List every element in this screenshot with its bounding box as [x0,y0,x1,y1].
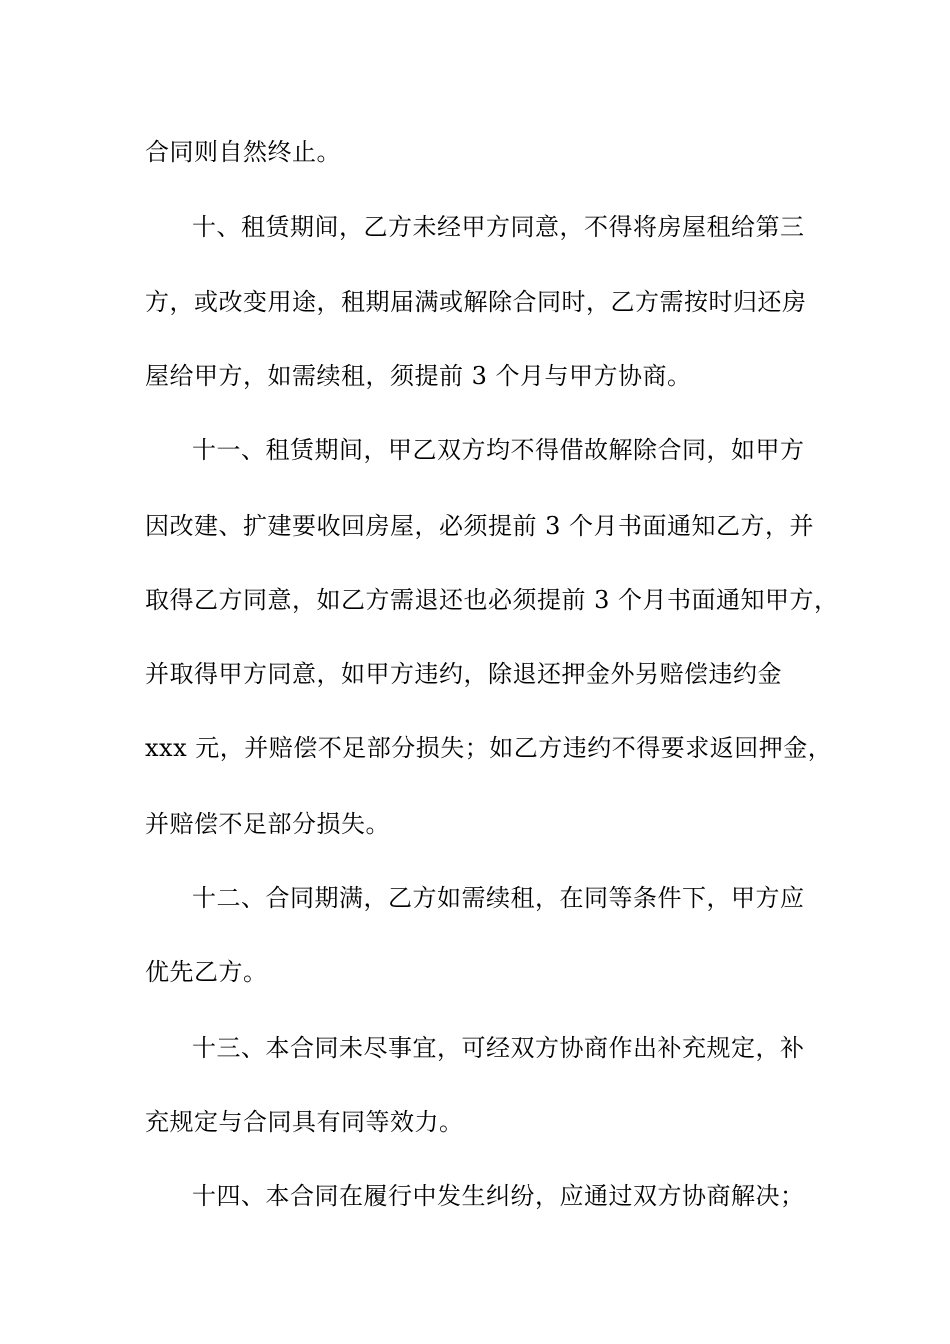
clause-13-line-2: 充规定与合同具有同等效力。 [145,1108,464,1136]
clause-11-line-2: 因改建、扩建要收回房屋，必须提前 3 个月书面通知乙方，并 [145,512,815,540]
clause-10-line-3: 屋给甲方，如需续租，须提前 3 个月与甲方协商。 [145,362,692,390]
text-line: 合同则自然终止。 [145,138,341,166]
clause-10-line-2: 方，或改变用途，租期届满或解除合同时，乙方需按时归还房 [145,288,807,316]
clause-11-line-6: 并赔偿不足部分损失。 [145,810,390,838]
clause-12-line-2: 优先乙方。 [145,958,268,986]
clause-11-line-1: 十一、租赁期间，甲乙双方均不得借故解除合同，如甲方 [192,436,805,464]
clause-10-line-1: 十、租赁期间，乙方未经甲方同意，不得将房屋租给第三 [192,213,805,241]
clause-11-line-3: 取得乙方同意，如乙方需退还也必须提前 3 个月书面通知甲方， [145,586,839,614]
clause-14-line-1: 十四、本合同在履行中发生纠纷，应通过双方协商解决； [192,1182,805,1210]
clause-11-line-4: 并取得甲方同意，如甲方违约，除退还押金外另赔偿违约金 [145,660,782,688]
clause-11-line-5: xxx 元，并赔偿不足部分损失；如乙方违约不得要求返回押金， [145,734,833,762]
clause-12-line-1: 十二、合同期满，乙方如需续租，在同等条件下，甲方应 [192,884,805,912]
clause-13-line-1: 十三、本合同未尽事宜，可经双方协商作出补充规定，补 [192,1034,805,1062]
